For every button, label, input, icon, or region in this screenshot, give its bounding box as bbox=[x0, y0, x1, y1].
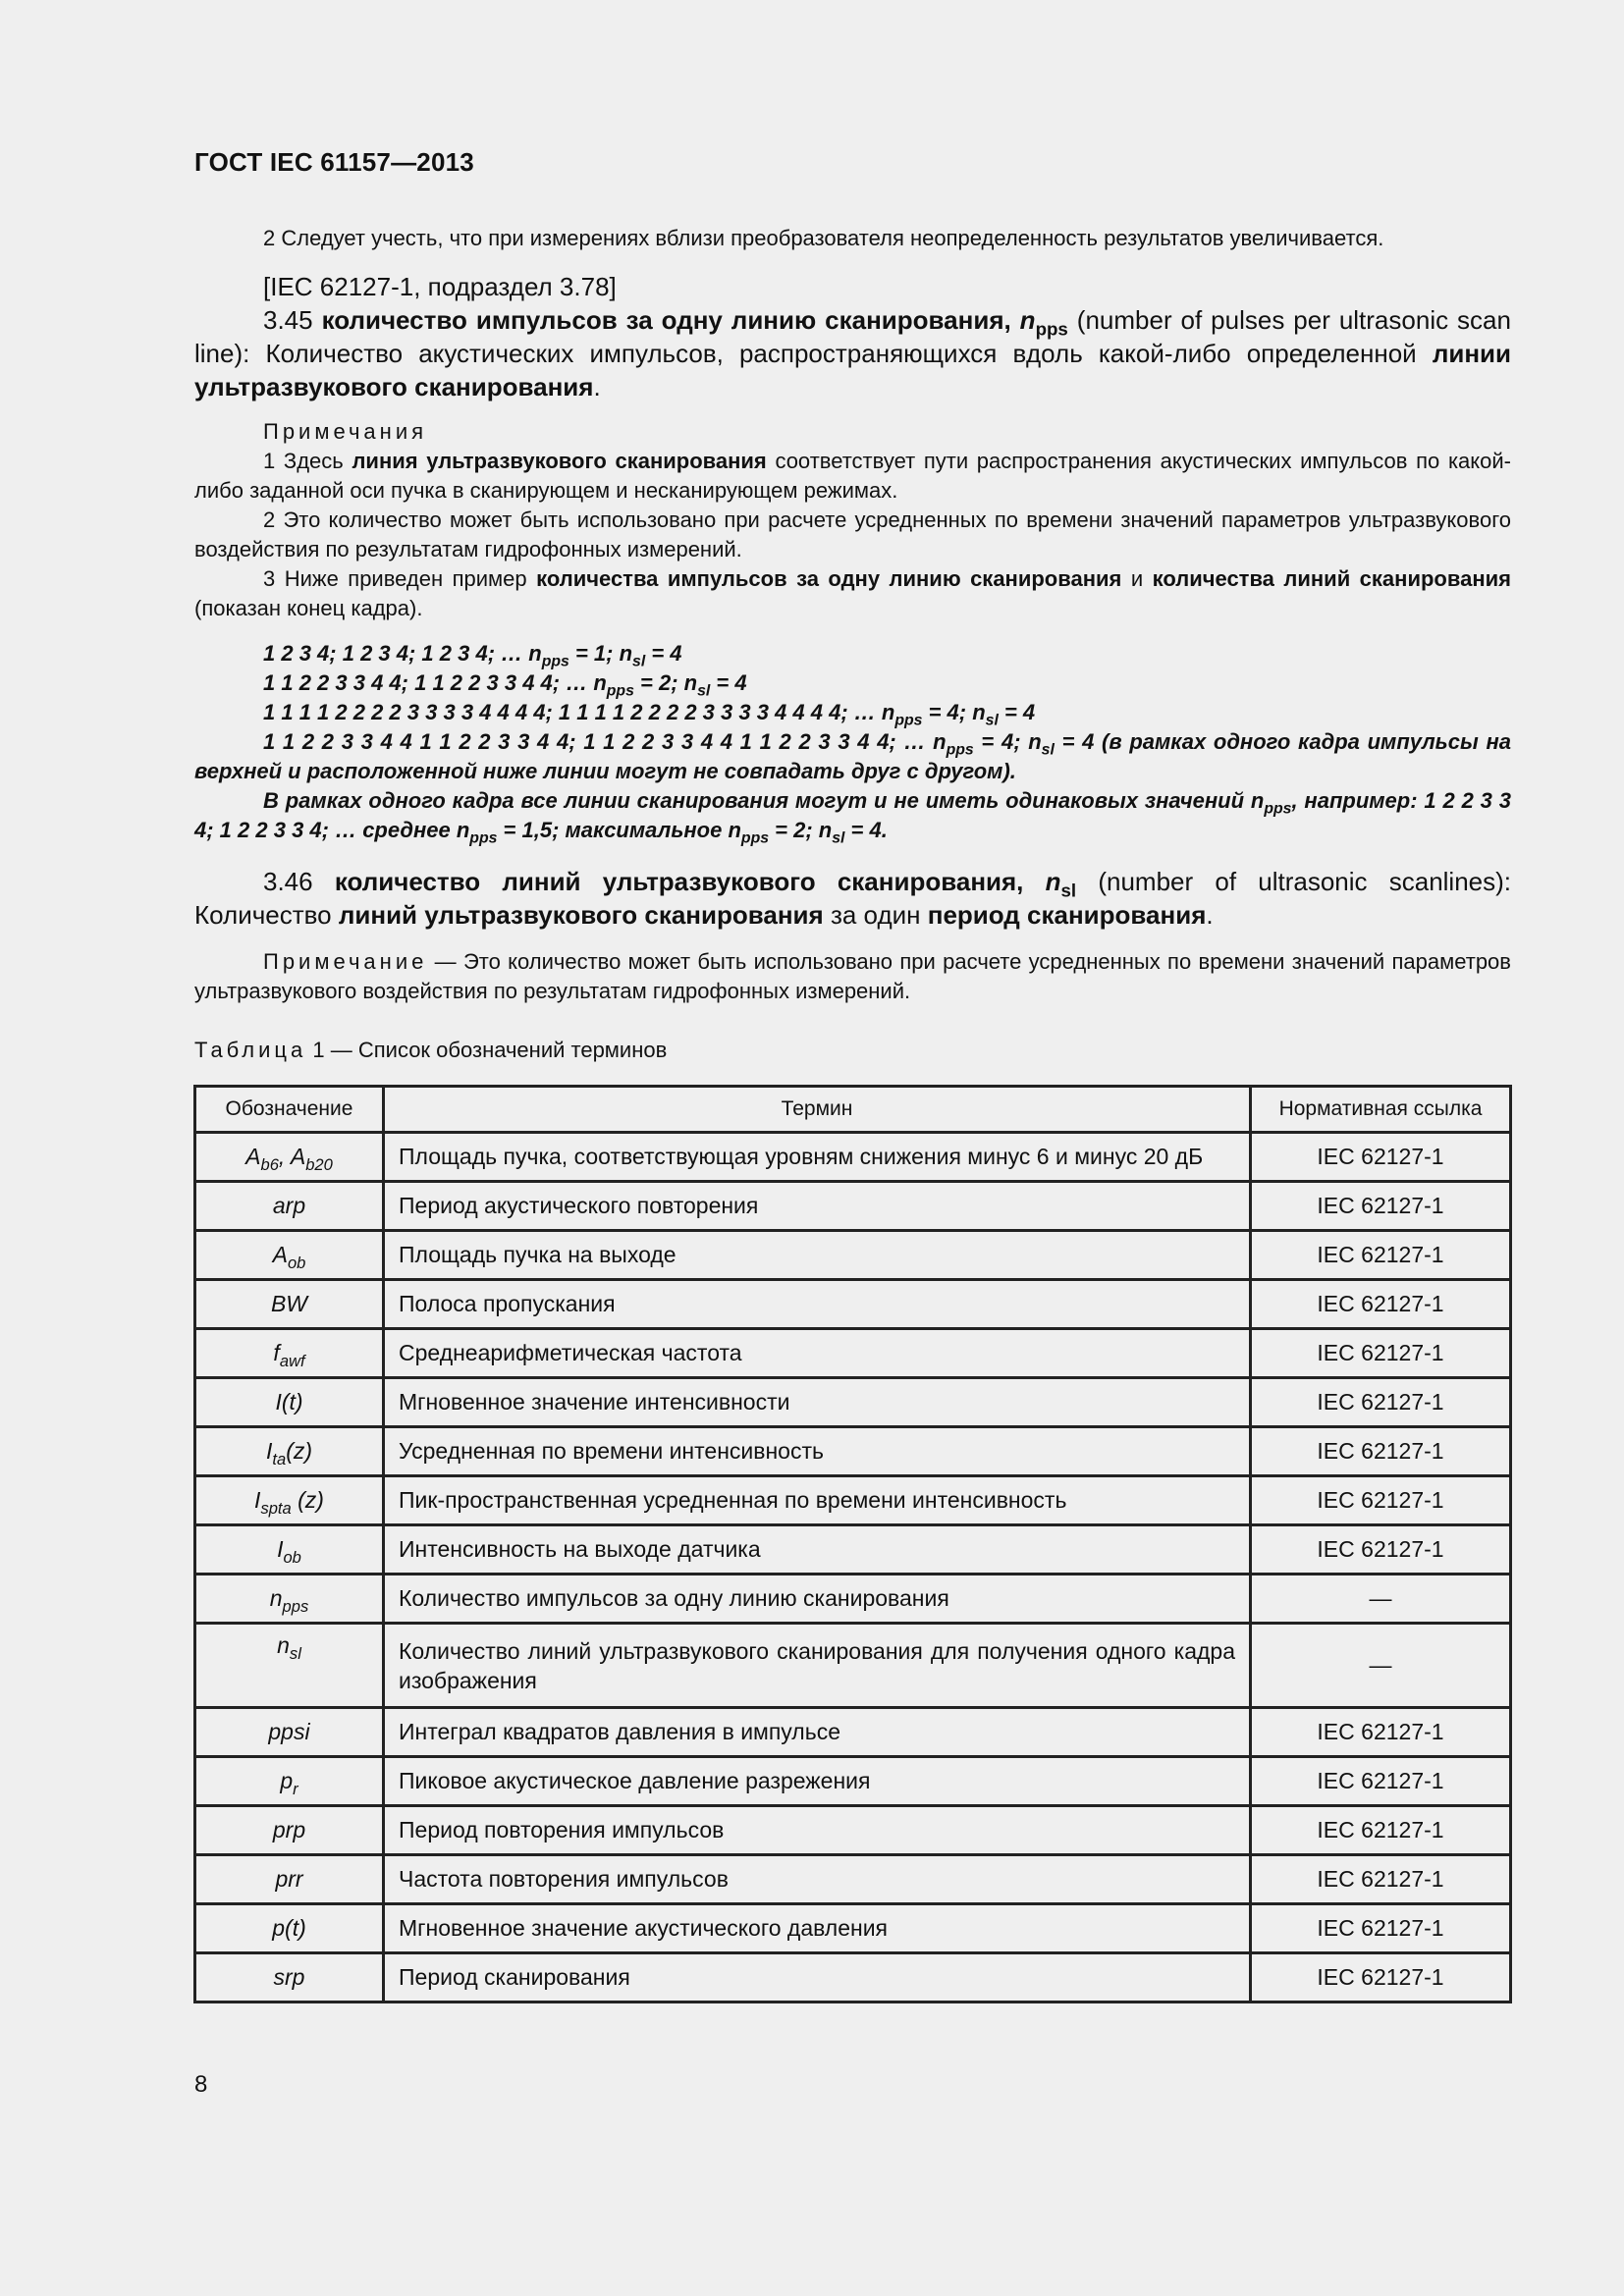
note-1-text: соответствует пути распространения акустических импульсов по какой-либо заданной оси пучка в сканирующем и несканирующем режимах. bbox=[194, 449, 1512, 503]
note-3-text: (показан конец кадра). bbox=[194, 596, 423, 620]
row-symbol: ppsi bbox=[195, 1708, 384, 1757]
row-term: Количество линий ультразвукового сканирования для получения одного кадра изображения bbox=[384, 1624, 1251, 1708]
example-line-5: В рамках одного кадра все линии сканирования могут и не иметь одинаковых значений $n_{pps}$, например: 1 2 2 3 3 4; 1 2 2 3 3 4; … среднее $n_{pps} = 1,5$; максимальное $n_{pps} = 2$; $n_{sl} = 4$. bbox=[194, 788, 1511, 847]
term-3-46 bbox=[194, 865, 1511, 932]
note-3-prefix: 3 Ниже приведен пример bbox=[263, 566, 527, 591]
row-symbol: $I_{spta}$ (z) bbox=[195, 1476, 384, 1525]
row-reference: IEC 62127-1 bbox=[1251, 1708, 1511, 1757]
table-row bbox=[195, 1757, 1511, 1806]
document-header: ГОСТ IEC 61157—2013 bbox=[194, 147, 474, 177]
table-row bbox=[195, 1525, 1511, 1575]
notes-heading: Примечания bbox=[263, 419, 428, 444]
row-reference: IEC 62127-1 bbox=[1251, 1757, 1511, 1806]
row-term: Пик-пространственная усредненная по времени интенсивность bbox=[384, 1476, 1251, 1525]
row-term: Мгновенное значение акустического давления bbox=[384, 1904, 1251, 1953]
row-term: Полоса пропускания bbox=[384, 1280, 1251, 1329]
row-symbol: $n_{sl}$ bbox=[195, 1624, 384, 1708]
term-definition: Количество акустических импульсов, распространяющихся вдоль какой-либо определенной bbox=[265, 339, 1417, 368]
note-2-prev: 2 Следует учесть, что при измерениях вблизи преобразователя неопределенность результатов увеличивается. bbox=[263, 226, 1384, 250]
previous-note bbox=[194, 224, 1511, 253]
header-symbol: Обозначение bbox=[195, 1087, 384, 1133]
header-term: Термин bbox=[384, 1087, 1251, 1133]
term-english: (number of ultrasonic scanlines): bbox=[1098, 867, 1512, 896]
table-row bbox=[195, 1476, 1511, 1525]
row-reference: — bbox=[1251, 1575, 1511, 1624]
term-definition-bold: линии ультразвукового сканирования bbox=[194, 339, 1511, 401]
row-symbol: prp bbox=[195, 1806, 384, 1855]
term-end: . bbox=[1206, 900, 1214, 930]
row-term: Период повторения импульсов bbox=[384, 1806, 1251, 1855]
row-reference: IEC 62127-1 bbox=[1251, 1182, 1511, 1231]
term-3-45 bbox=[194, 303, 1511, 403]
term-name: количество линий ультразвукового сканирования, bbox=[334, 867, 1024, 896]
term-name: количество импульсов за одну линию сканирования, bbox=[321, 305, 1011, 335]
note-3-and: и bbox=[1130, 566, 1144, 591]
note-1-prefix: 1 Здесь bbox=[263, 449, 344, 473]
table-caption-label: Таблица bbox=[194, 1038, 307, 1062]
table-row bbox=[195, 1231, 1511, 1280]
row-term: Площадь пучка, соответствующая уровням снижения минус 6 и минус 20 дБ bbox=[384, 1133, 1251, 1182]
term-definition: Количество bbox=[194, 900, 332, 930]
note-body: — Это количество может быть использовано при расчете усредненных по времени значений параметров ультразвукового воздействия по результатам гидрофонных измерений. bbox=[194, 949, 1511, 1003]
note-3-bold-2: количества линий сканирования bbox=[1152, 566, 1511, 591]
note-heading: Примечание bbox=[263, 949, 428, 974]
terms-table bbox=[193, 1085, 1512, 2003]
table-row bbox=[195, 1182, 1511, 1231]
row-term: Интенсивность на выходе датчика bbox=[384, 1525, 1251, 1575]
row-symbol: $A_{b6}$, $A_{b20}$ bbox=[195, 1133, 384, 1182]
row-symbol: prr bbox=[195, 1855, 384, 1904]
table-row bbox=[195, 1575, 1511, 1624]
row-symbol: $I_{ob}$ bbox=[195, 1525, 384, 1575]
row-symbol: arp bbox=[195, 1182, 384, 1231]
row-symbol: I(t) bbox=[195, 1378, 384, 1427]
term-definition-bold-1: линий ультразвукового сканирования bbox=[338, 900, 824, 930]
table-row bbox=[195, 1953, 1511, 2002]
row-reference: IEC 62127-1 bbox=[1251, 1525, 1511, 1575]
note-3-46 bbox=[194, 947, 1511, 1006]
row-term: Мгновенное значение интенсивности bbox=[384, 1378, 1251, 1427]
term-symbol: n bbox=[1045, 867, 1061, 896]
row-reference: IEC 62127-1 bbox=[1251, 1855, 1511, 1904]
row-reference: IEC 62127-1 bbox=[1251, 1806, 1511, 1855]
note-1-bold: линия ультразвукового сканирования bbox=[352, 449, 767, 473]
example-line-3: 1 1 1 1 2 2 2 2 3 3 3 3 4 4 4 4; 1 1 1 1 2 2 2 2 3 3 3 3 4 4 4 4; … $n_{pps} = 4$; $n_{sl} = 4$ bbox=[263, 700, 1036, 729]
row-reference: IEC 62127-1 bbox=[1251, 1476, 1511, 1525]
row-symbol: srp bbox=[195, 1953, 384, 2002]
row-term: Частота повторения импульсов bbox=[384, 1855, 1251, 1904]
row-reference: IEC 62127-1 bbox=[1251, 1378, 1511, 1427]
term-symbol-sub: pps bbox=[1035, 318, 1068, 340]
term-english: (number of pulses per ultrasonic scan line): bbox=[194, 305, 1511, 368]
table-row bbox=[195, 1624, 1511, 1708]
row-symbol: $p_r$ bbox=[195, 1757, 384, 1806]
note-3-bold-1: количества импульсов за одну линию сканирования bbox=[536, 566, 1122, 591]
row-term: Среднеарифметическая частота bbox=[384, 1329, 1251, 1378]
term-end: . bbox=[593, 372, 601, 401]
table-row bbox=[195, 1806, 1511, 1855]
note-1 bbox=[194, 447, 1511, 506]
example-line-1: 1 2 3 4; 1 2 3 4; 1 2 3 4; … $n_{pps} = 1$; $n_{sl} = 4$ bbox=[263, 641, 682, 670]
row-reference: IEC 62127-1 bbox=[1251, 1953, 1511, 2002]
row-symbol: $f_{awf}$ bbox=[195, 1329, 384, 1378]
table-header-row bbox=[195, 1087, 1511, 1133]
row-reference: IEC 62127-1 bbox=[1251, 1231, 1511, 1280]
row-reference: IEC 62127-1 bbox=[1251, 1329, 1511, 1378]
table-row bbox=[195, 1427, 1511, 1476]
term-symbol: n bbox=[1019, 305, 1036, 335]
table-row bbox=[195, 1708, 1511, 1757]
note-3-46-text bbox=[194, 947, 1511, 1006]
row-reference: IEC 62127-1 bbox=[1251, 1904, 1511, 1953]
row-term: Площадь пучка на выходе bbox=[384, 1231, 1251, 1280]
page-number: 8 bbox=[194, 2071, 208, 2098]
row-reference: IEC 62127-1 bbox=[1251, 1427, 1511, 1476]
table-caption bbox=[194, 1036, 1511, 1065]
example-line-4: 1 1 2 2 3 3 4 4 1 1 2 2 3 3 4 4; 1 1 2 2 3 3 4 4 1 1 2 2 3 3 4 4; … $n_{pps} = 4$; $n_{sl} = 4$ (в рамках одного кадра импульсы на верхней и расположенной ниже линии могут не совпадать друг с другом). bbox=[194, 729, 1511, 783]
row-term: Период акустического повторения bbox=[384, 1182, 1251, 1231]
row-reference: — bbox=[1251, 1624, 1511, 1708]
row-term: Усредненная по времени интенсивность bbox=[384, 1427, 1251, 1476]
table-row bbox=[195, 1329, 1511, 1378]
table-row bbox=[195, 1904, 1511, 1953]
row-symbol: p(t) bbox=[195, 1904, 384, 1953]
term-definition-bold-2: период сканирования bbox=[927, 900, 1207, 930]
examples bbox=[194, 639, 1511, 845]
row-symbol: $n_{pps}$ bbox=[195, 1575, 384, 1624]
header-ref: Нормативная ссылка bbox=[1251, 1087, 1511, 1133]
table-row bbox=[195, 1378, 1511, 1427]
row-symbol: BW bbox=[195, 1280, 384, 1329]
section-3-45 bbox=[194, 270, 1511, 403]
table-caption-text: 1 — Список обозначений терминов bbox=[312, 1038, 668, 1062]
row-reference: IEC 62127-1 bbox=[1251, 1133, 1511, 1182]
note-2: 2 Это количество может быть использовано при расчете усредненных по времени значений параметров ультразвукового воздействия по результатам гидрофонных измерений. bbox=[194, 507, 1511, 561]
row-term: Пиковое акустическое давление разрежения bbox=[384, 1757, 1251, 1806]
section-3-46 bbox=[194, 865, 1511, 932]
row-symbol: $I_{ta}(z)$ bbox=[195, 1427, 384, 1476]
row-term: Количество импульсов за одну линию сканирования bbox=[384, 1575, 1251, 1624]
note-3 bbox=[194, 564, 1511, 623]
term-definition-2: за один bbox=[830, 900, 921, 930]
table-row bbox=[195, 1855, 1511, 1904]
row-reference: IEC 62127-1 bbox=[1251, 1280, 1511, 1329]
row-term: Интеграл квадратов давления в импульсе bbox=[384, 1708, 1251, 1757]
reference-3-44: [IEC 62127-1, подраздел 3.78] bbox=[263, 272, 617, 301]
table-row bbox=[195, 1133, 1511, 1182]
example-line-2: 1 1 2 2 3 3 4 4; 1 1 2 2 3 3 4 4; … $n_{pps} = 2$; $n_{sl} = 4$ bbox=[263, 670, 747, 700]
table-body bbox=[195, 1133, 1511, 2002]
row-term: Период сканирования bbox=[384, 1953, 1251, 2002]
term-number: 3.46 bbox=[263, 867, 313, 896]
notes-3-45 bbox=[194, 417, 1511, 623]
term-number: 3.45 bbox=[263, 305, 313, 335]
row-symbol: $A_{ob}$ bbox=[195, 1231, 384, 1280]
term-symbol-sub: sl bbox=[1060, 880, 1077, 901]
table-row bbox=[195, 1280, 1511, 1329]
